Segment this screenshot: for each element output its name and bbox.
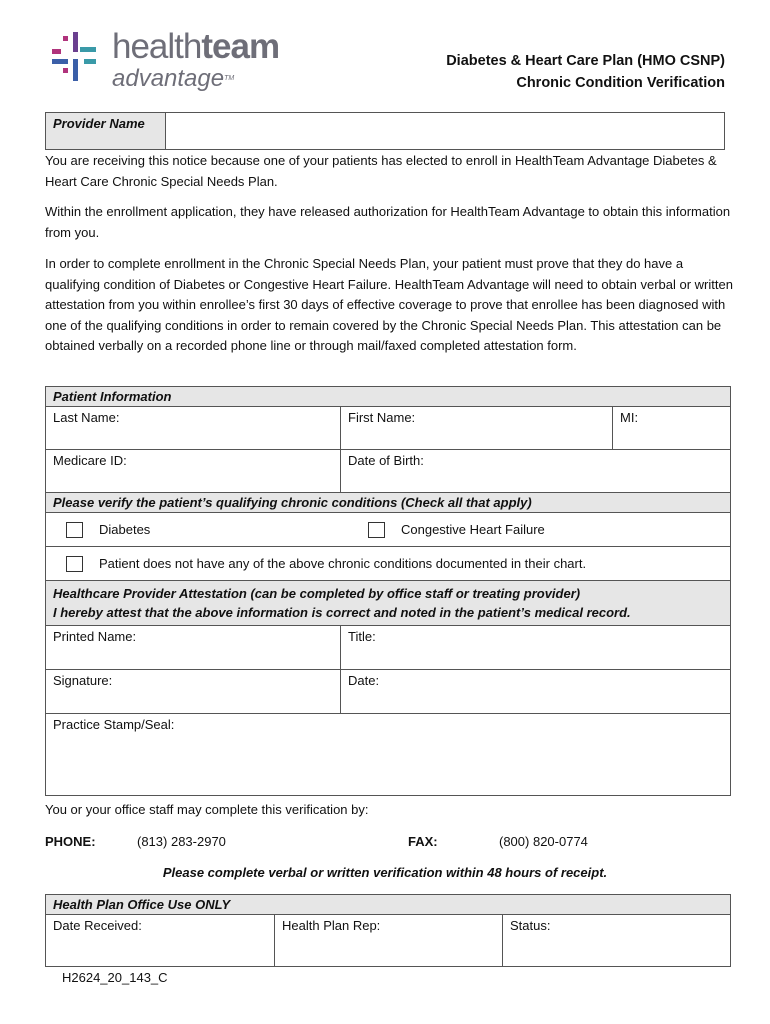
printed-name-field[interactable] [46, 626, 340, 669]
form-code: H2624_20_143_C [62, 970, 168, 985]
title-line-1: Diabetes & Heart Care Plan (HMO CSNP) [446, 53, 725, 69]
last-name-field[interactable] [46, 407, 340, 449]
fax-number: (800) 820-0774 [499, 834, 588, 849]
logo-mark-icon [50, 32, 100, 86]
attestation-header [46, 581, 730, 625]
first-name-field[interactable] [340, 407, 612, 449]
date-received-field[interactable] [46, 915, 274, 966]
no-condition-option[interactable] [46, 547, 730, 580]
document-title [446, 50, 725, 94]
printed-name-label: Printed Name: [53, 629, 137, 644]
intro-paragraph-3: In order to complete enrollment in the Chronic Special Needs Plan, your patient must prove that they do have a qualifying condition of Diabetes or Congestive Heart Failure. HealthTeam Advantage will need to obtain verbal or written attestation from you within enrollee’s first 30 days of effective coverage to prove that enrollee has been diagnosed with one of the qualifying conditions in order to remain covered by the Chronic Special Needs Plan. This attestation can be obtained verbally on a recorded phone line or through mail/faxed completed attestation form. [45, 256, 733, 353]
mi-label: MI: [620, 410, 639, 425]
date-of-birth-field[interactable] [340, 450, 730, 492]
status-field[interactable] [502, 915, 730, 966]
condition-checkbox-row [46, 513, 730, 546]
conditions-header: Please verify the patient’s qualifying chronic conditions (Check all that apply) [46, 493, 730, 512]
intro-paragraph-2: Within the enrollment application, they have released authorization for HealthTeam Advantage to obtain this information from you. [45, 204, 731, 240]
patient-information-header: Patient Information [46, 387, 730, 406]
chf-label: Congestive Heart Failure [401, 522, 545, 537]
diabetes-checkbox[interactable] [66, 522, 83, 538]
title-label: Title: [348, 629, 376, 644]
office-use-header: Health Plan Office Use ONLY [46, 895, 730, 914]
attestation-header-line-2: I hereby attest that the above information is correct and noted in the patient’s medical record. [53, 605, 631, 620]
intro-paragraph-1: You are receiving this notice because one of your patients has elected to enroll in HealthTeam Advantage Diabetes & Heart Care Chronic Special Needs Plan. [45, 153, 717, 189]
diabetes-option[interactable] [66, 522, 368, 538]
mi-field[interactable] [612, 407, 730, 449]
date-field[interactable] [340, 670, 730, 713]
no-condition-label: Patient does not have any of the above chronic conditions documented in their chart. [99, 556, 587, 571]
medicare-id-label: Medicare ID: [53, 453, 127, 468]
health-plan-rep-field[interactable] [274, 915, 502, 966]
last-name-label: Last Name: [53, 410, 120, 425]
date-received-label: Date Received: [53, 918, 142, 933]
provider-name-field[interactable] [166, 113, 724, 149]
diabetes-label: Diabetes [99, 522, 151, 537]
office-use-form [45, 894, 731, 967]
first-name-label: First Name: [348, 410, 416, 425]
health-plan-rep-label: Health Plan Rep: [282, 918, 381, 933]
chf-option[interactable] [368, 522, 545, 538]
provider-name-box [45, 112, 725, 150]
chf-checkbox[interactable] [368, 522, 385, 538]
signature-field[interactable] [46, 670, 340, 713]
healthteam-advantage-logo [50, 28, 290, 96]
signature-label: Signature: [53, 673, 113, 688]
verification-form [45, 386, 731, 796]
practice-stamp-label: Practice Stamp/Seal: [53, 717, 175, 732]
date-of-birth-label: Date of Birth: [348, 453, 424, 468]
fax-label: FAX: [408, 834, 438, 849]
provider-name-label: Provider Name [46, 113, 166, 149]
phone-label: PHONE: [45, 834, 96, 849]
attestation-header-line-1: Healthcare Provider Attestation (can be completed by office staff or treating provider) [53, 586, 581, 601]
status-label: Status: [510, 918, 551, 933]
medicare-id-field[interactable] [46, 450, 340, 492]
title-field[interactable] [340, 626, 730, 669]
title-line-2: Chronic Condition Verification [516, 75, 725, 91]
logo-subword: advantage™ [112, 65, 235, 92]
verify-instructions: You or your office staff may complete this verification by: [45, 802, 369, 817]
logo-wordmark: healthteam [112, 27, 280, 66]
phone-number: (813) 283-2970 [137, 834, 226, 849]
practice-stamp-field[interactable] [46, 714, 730, 795]
date-label: Date: [348, 673, 380, 688]
deadline-notice: Please complete verbal or written verification within 48 hours of receipt. [162, 865, 608, 880]
no-condition-checkbox[interactable] [66, 556, 83, 572]
